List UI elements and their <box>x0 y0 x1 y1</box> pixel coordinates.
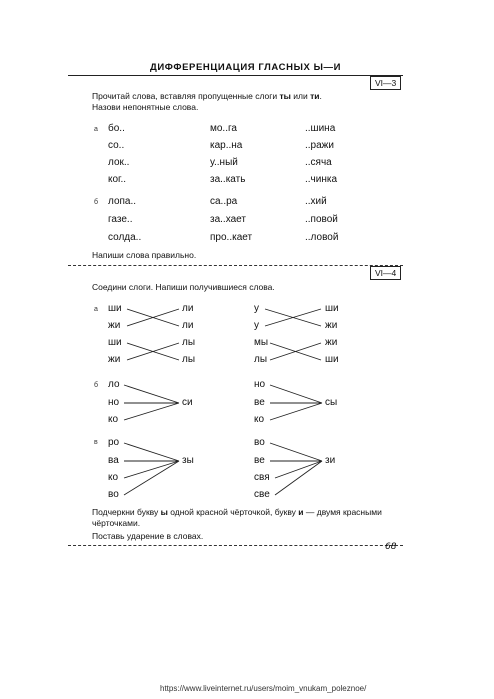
syllable: жи <box>108 320 121 331</box>
syllable-hub: зы <box>182 455 194 466</box>
connector-line <box>124 403 179 420</box>
connector-line <box>275 461 322 478</box>
syllable: ко <box>108 414 119 425</box>
syllable-ty: ты <box>279 91 291 101</box>
syllable: ве <box>254 455 265 466</box>
word-cell: ..сяча <box>305 157 332 168</box>
syllable: ши <box>325 354 339 365</box>
syllable-hub: зи <box>325 455 336 466</box>
syllable: ши <box>108 337 122 348</box>
word-cell: ..шина <box>305 123 336 134</box>
connector-line <box>124 461 179 495</box>
syllable: ко <box>108 472 119 483</box>
syllable: мы <box>254 337 269 348</box>
exercise-2-note-2: чёрточками. <box>92 518 141 528</box>
syllable: ве <box>254 397 265 408</box>
syllable: ро <box>108 437 120 448</box>
syllable: у <box>254 303 259 314</box>
syllable: ло <box>108 379 120 390</box>
group-b-marker: б <box>94 199 99 206</box>
syllable: но <box>254 379 266 390</box>
syllable: ли <box>182 320 194 331</box>
syllable: жи <box>325 337 338 348</box>
word-cell: ..ловой <box>305 232 339 243</box>
connector-line <box>270 343 321 360</box>
syllable: ши <box>108 303 122 314</box>
word-cell: кар..на <box>210 140 243 151</box>
instruction-text: Прочитай слова, вставляя пропущенные слоги <box>92 91 280 101</box>
section-divider <box>68 265 403 266</box>
word-cell: про..кает <box>210 232 253 243</box>
connector-line <box>270 403 322 420</box>
exercise-code-vi-3: VI—3 <box>370 76 401 90</box>
syllable: ва <box>108 455 119 466</box>
connector-line <box>270 385 322 403</box>
exercise-1-instruction <box>92 91 322 102</box>
instruction-text: или <box>290 91 311 101</box>
syllable: ко <box>254 414 265 425</box>
connector-line <box>265 309 321 326</box>
syllable: во <box>108 489 119 500</box>
page-number: 68 <box>385 542 397 552</box>
group-c-marker: в <box>94 439 98 446</box>
connector-line <box>275 461 322 495</box>
note-text: — двумя красными <box>303 507 382 517</box>
word-cell: солда.. <box>108 232 142 243</box>
instruction-text: . <box>319 91 322 101</box>
word-cell: газе.. <box>108 214 133 225</box>
exercise-2-note <box>92 507 382 518</box>
syllable: жи <box>325 320 338 331</box>
word-cell: ког.. <box>108 174 127 185</box>
syllable: лы <box>254 354 268 365</box>
page-title: ДИФФЕРЕНЦИАЦИЯ ГЛАСНЫХ Ы—И <box>150 62 342 73</box>
syllable-hub: си <box>182 397 193 408</box>
syllable: лы <box>182 354 196 365</box>
connector-line <box>265 309 321 326</box>
letter-y: ы <box>160 507 168 517</box>
word-cell: ..хий <box>305 196 327 207</box>
connector-line <box>270 343 321 360</box>
word-cell: за..кать <box>210 174 246 185</box>
connector-line <box>127 343 179 360</box>
syllable: лы <box>182 337 196 348</box>
exercise-1-instruction-2: Назови непонятные слова. <box>92 102 199 112</box>
connector-line <box>124 385 179 403</box>
word-cell: у..ный <box>210 157 238 168</box>
connector-line <box>270 443 322 461</box>
syllable: свя <box>254 472 270 483</box>
syllable: ли <box>182 303 194 314</box>
source-url: https://www.liveinternet.ru/users/moim_vnukam_poleznoe/ <box>160 684 367 693</box>
exercise-code-vi-4: VI—4 <box>370 266 401 280</box>
word-cell: бо.. <box>108 123 125 134</box>
syllable: ши <box>325 303 339 314</box>
connector-line <box>127 309 179 326</box>
connector-line <box>124 443 179 461</box>
word-cell: за..хает <box>210 214 246 225</box>
exercise-2-stress: Поставь ударение в словах. <box>92 531 204 541</box>
group-a-marker: а <box>94 306 98 313</box>
connector-line <box>127 309 179 326</box>
connector-line <box>124 461 179 478</box>
group-b-marker: б <box>94 382 99 389</box>
note-text: Подчеркни букву <box>92 507 161 517</box>
syllable: во <box>254 437 265 448</box>
word-cell: ..чинка <box>305 174 338 185</box>
connector-line <box>127 343 179 360</box>
syllable-hub: сы <box>325 397 338 408</box>
group-a-marker: а <box>94 126 98 133</box>
word-cell: са..ра <box>210 196 238 207</box>
title-rule <box>68 75 403 76</box>
word-cell: со.. <box>108 140 125 151</box>
exercise-2-instruction: Соедини слоги. Напиши получившиеся слова. <box>92 282 275 292</box>
syllable-ti: ти <box>310 91 320 101</box>
word-cell: лок.. <box>108 157 130 168</box>
exercise-1-closing: Напиши слова правильно. <box>92 250 197 260</box>
word-cell: ..повой <box>305 214 338 225</box>
word-cell: ..ражи <box>305 140 334 151</box>
note-text: одной красной чёрточкой, букву <box>167 507 299 517</box>
syllable: у <box>254 320 259 331</box>
syllable: жи <box>108 354 121 365</box>
word-cell: лопа.. <box>108 196 137 207</box>
syllable: но <box>108 397 120 408</box>
bottom-divider <box>68 545 403 546</box>
syllable: све <box>254 489 270 500</box>
letter-i: и <box>298 507 304 517</box>
word-cell: мо..га <box>210 123 237 134</box>
